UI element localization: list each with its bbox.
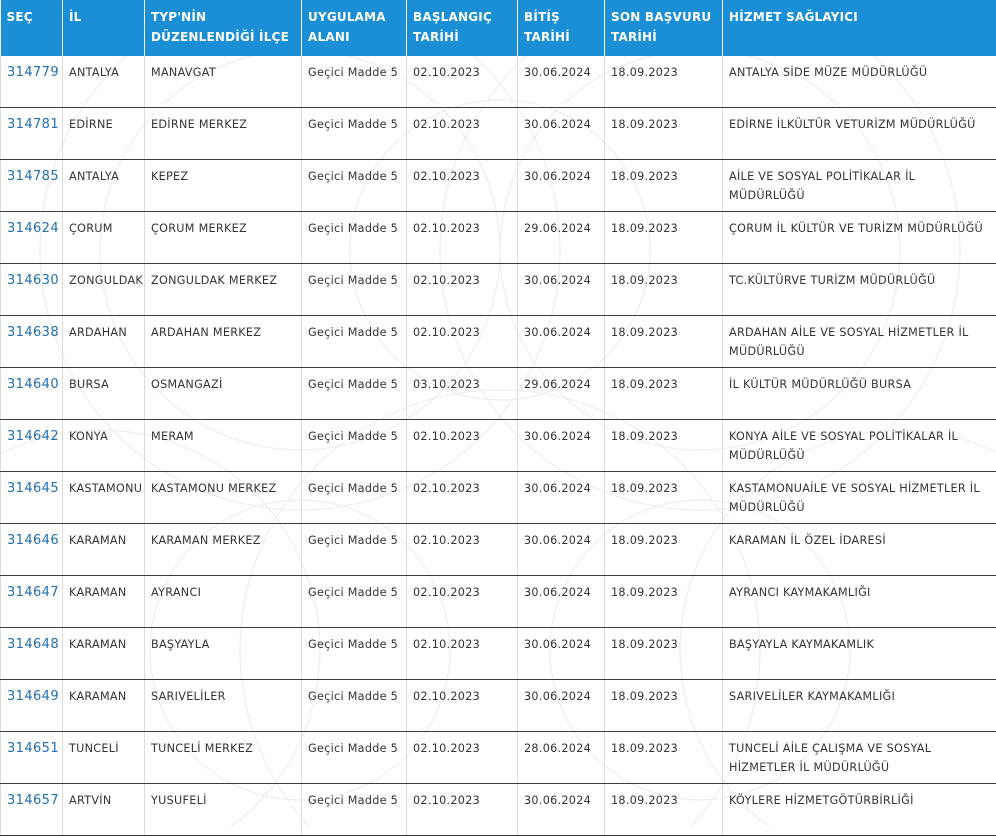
listing-id-link[interactable]: 314646 [7,533,59,548]
il-cell: EDİRNE [63,108,145,160]
il-cell: ARDAHAN [63,316,145,368]
header-label: UYGULAMA [308,10,386,24]
ilce-cell: ARDAHAN MERKEZ [145,316,302,368]
bitis-tarihi-cell: 28.06.2024 [518,732,605,784]
il-cell: KONYA [63,420,145,472]
il-cell: BURSA [63,368,145,420]
sec-cell [1,316,63,368]
uygulama-alani-cell: Geçici Madde 5 [302,212,407,264]
header-label: SON BAŞVURU [611,10,711,24]
ilce-cell: KARAMAN MERKEZ [145,524,302,576]
provider-line: BAŞYAYLA KAYMAKAMLIK [729,638,874,651]
sec-cell [1,732,63,784]
hizmet-saglayici-cell [723,264,996,316]
sec-cell [1,680,63,732]
sec-cell [1,56,63,108]
hizmet-saglayici-cell [723,160,996,212]
provider-line: TC.KÜLTÜRVE TURİZM MÜDÜRLÜĞÜ [729,274,935,287]
hizmet-saglayici-cell [723,680,996,732]
listing-id-link[interactable]: 314648 [7,637,59,652]
il-cell: KARAMAN [63,576,145,628]
il-cell: ANTALYA [63,56,145,108]
table-row [1,524,996,576]
provider-line: HİZMETLER İL MÜDÜRLÜĞÜ [729,761,889,774]
provider-line: AYRANCI KAYMAKAMLIĞI [729,586,871,599]
listing-id-link[interactable]: 314630 [7,273,59,288]
son-basvuru-tarihi-cell: 18.09.2023 [605,524,723,576]
header-col-sec [1,0,63,56]
bitis-tarihi-cell: 29.06.2024 [518,212,605,264]
provider-line: MÜDÜRLÜĞÜ [729,449,805,462]
son-basvuru-tarihi-cell: 18.09.2023 [605,420,723,472]
uygulama-alani-cell: Geçici Madde 5 [302,56,407,108]
son-basvuru-tarihi-cell: 18.09.2023 [605,472,723,524]
ilce-cell: ÇORUM MERKEZ [145,212,302,264]
ilce-cell: KEPEZ [145,160,302,212]
header-col-il [63,0,145,56]
table-row [1,212,996,264]
table-row [1,472,996,524]
uygulama-alani-cell: Geçici Madde 5 [302,420,407,472]
son-basvuru-tarihi-cell: 18.09.2023 [605,732,723,784]
baslangic-tarihi-cell: 02.10.2023 [407,56,518,108]
uygulama-alani-cell: Geçici Madde 5 [302,316,407,368]
baslangic-tarihi-cell: 02.10.2023 [407,316,518,368]
son-basvuru-tarihi-cell: 18.09.2023 [605,56,723,108]
bitis-tarihi-cell: 30.06.2024 [518,784,605,836]
listing-id-link[interactable]: 314640 [7,377,59,392]
ilce-cell: MERAM [145,420,302,472]
header-col-uygulama-alani [302,0,407,56]
bitis-tarihi-cell: 30.06.2024 [518,680,605,732]
header-col-hizmet-saglayici [723,0,996,56]
provider-line: ANTALYA SİDE MÜZE MÜDÜRLÜĞÜ [729,66,927,79]
ilce-cell: MANAVGAT [145,56,302,108]
header-col-baslangic-tarihi [407,0,518,56]
uygulama-alani-cell: Geçici Madde 5 [302,524,407,576]
son-basvuru-tarihi-cell: 18.09.2023 [605,264,723,316]
table-row [1,316,996,368]
uygulama-alani-cell: Geçici Madde 5 [302,368,407,420]
uygulama-alani-cell: Geçici Madde 5 [302,160,407,212]
header-col-ilce [145,0,302,56]
uygulama-alani-cell: Geçici Madde 5 [302,472,407,524]
il-cell: ARTVİN [63,784,145,836]
table-row [1,732,996,784]
sec-cell [1,108,63,160]
hizmet-saglayici-cell [723,56,996,108]
bitis-tarihi-cell: 30.06.2024 [518,108,605,160]
header-label: ALANI [308,30,350,44]
ilce-cell: ZONGULDAK MERKEZ [145,264,302,316]
il-cell: KARAMAN [63,524,145,576]
header-label: TARİHİ [413,30,459,44]
provider-line: ARDAHAN AİLE VE SOSYAL HİZMETLER İL [729,326,969,339]
hizmet-saglayici-cell [723,108,996,160]
table-body [1,56,996,836]
hizmet-saglayici-cell [723,524,996,576]
uygulama-alani-cell: Geçici Madde 5 [302,784,407,836]
table-row [1,108,996,160]
uygulama-alani-cell: Geçici Madde 5 [302,576,407,628]
baslangic-tarihi-cell: 02.10.2023 [407,108,518,160]
provider-line: KONYA AİLE VE SOSYAL POLİTİKALAR İL [729,430,958,443]
listing-id-link[interactable]: 314657 [7,793,59,808]
baslangic-tarihi-cell: 02.10.2023 [407,732,518,784]
provider-line: KARAMAN İL ÖZEL İDARESİ [729,534,886,547]
ilce-cell: OSMANGAZİ [145,368,302,420]
sec-cell [1,160,63,212]
bitis-tarihi-cell: 30.06.2024 [518,56,605,108]
baslangic-tarihi-cell: 02.10.2023 [407,472,518,524]
header-label: BİTİŞ [524,10,560,24]
table-row [1,160,996,212]
il-cell: KASTAMONU [63,472,145,524]
ilce-cell: EDİRNE MERKEZ [145,108,302,160]
son-basvuru-tarihi-cell: 18.09.2023 [605,160,723,212]
il-cell: KARAMAN [63,680,145,732]
sec-cell [1,472,63,524]
hizmet-saglayici-cell [723,472,996,524]
table-row [1,264,996,316]
hizmet-saglayici-cell [723,316,996,368]
header-col-bitis-tarihi [518,0,605,56]
header-label: HİZMET SAĞLAYICI [729,10,858,24]
provider-line: KÖYLERE HİZMETGÖTÜRBİRLİĞİ [729,794,914,807]
baslangic-tarihi-cell: 02.10.2023 [407,420,518,472]
uygulama-alani-cell: Geçici Madde 5 [302,680,407,732]
sec-cell [1,420,63,472]
uygulama-alani-cell: Geçici Madde 5 [302,628,407,680]
listing-id-link[interactable]: 314781 [7,117,59,132]
provider-line: MÜDÜRLÜĞÜ [729,345,805,358]
table-row [1,56,996,108]
hizmet-saglayici-cell [723,212,996,264]
table-row [1,680,996,732]
il-cell: ÇORUM [63,212,145,264]
ilce-cell: BAŞYAYLA [145,628,302,680]
son-basvuru-tarihi-cell: 18.09.2023 [605,628,723,680]
table-row [1,576,996,628]
ilce-cell: KASTAMONU MERKEZ [145,472,302,524]
baslangic-tarihi-cell: 02.10.2023 [407,160,518,212]
baslangic-tarihi-cell: 02.10.2023 [407,680,518,732]
listing-id-link[interactable]: 314779 [7,65,59,80]
ilce-cell: YUSUFELİ [145,784,302,836]
baslangic-tarihi-cell: 02.10.2023 [407,628,518,680]
uygulama-alani-cell: Geçici Madde 5 [302,732,407,784]
baslangic-tarihi-cell: 02.10.2023 [407,524,518,576]
son-basvuru-tarihi-cell: 18.09.2023 [605,316,723,368]
header-label: SEÇ [7,10,33,24]
provider-line: KASTAMONUAİLE VE SOSYAL HİZMETLER İL [729,482,980,495]
provider-line: ÇORUM İL KÜLTÜR VE TURİZM MÜDÜRLÜĞÜ [729,222,983,235]
table-row [1,420,996,472]
provider-line: İL KÜLTÜR MÜDÜRLÜĞÜ BURSA [729,378,911,391]
baslangic-tarihi-cell: 02.10.2023 [407,576,518,628]
son-basvuru-tarihi-cell: 18.09.2023 [605,576,723,628]
bitis-tarihi-cell: 30.06.2024 [518,160,605,212]
bitis-tarihi-cell: 30.06.2024 [518,420,605,472]
provider-line: AİLE VE SOSYAL POLİTİKALAR İL [729,170,915,183]
hizmet-saglayici-cell [723,576,996,628]
header-label: DÜZENLENDİĞİ İLÇE [151,30,289,44]
sec-cell [1,264,63,316]
il-cell: ZONGULDAK [63,264,145,316]
il-cell: KARAMAN [63,628,145,680]
listing-id-link[interactable]: 314649 [7,689,59,704]
il-cell: TUNCELİ [63,732,145,784]
hizmet-saglayici-cell [723,784,996,836]
sec-cell [1,628,63,680]
hizmet-saglayici-cell [723,732,996,784]
header-col-son-basvuru-tarihi [605,0,723,56]
table-row [1,628,996,680]
header-label: TYP'NİN [151,10,206,24]
baslangic-tarihi-cell: 02.10.2023 [407,784,518,836]
sec-cell [1,524,63,576]
son-basvuru-tarihi-cell: 18.09.2023 [605,784,723,836]
baslangic-tarihi-cell: 03.10.2023 [407,368,518,420]
listing-id-link[interactable]: 314624 [7,221,59,236]
bitis-tarihi-cell: 30.06.2024 [518,264,605,316]
bitis-tarihi-cell: 30.06.2024 [518,472,605,524]
hizmet-saglayici-cell [723,628,996,680]
ilce-cell: SARIVELİLER [145,680,302,732]
hizmet-saglayici-cell [723,368,996,420]
bitis-tarihi-cell: 30.06.2024 [518,524,605,576]
listing-id-link[interactable]: 314642 [7,429,59,444]
bitis-tarihi-cell: 29.06.2024 [518,368,605,420]
sec-cell [1,368,63,420]
listing-id-link[interactable]: 314647 [7,585,59,600]
baslangic-tarihi-cell: 02.10.2023 [407,264,518,316]
listing-id-link[interactable]: 314785 [7,169,59,184]
listing-id-link[interactable]: 314638 [7,325,59,340]
listing-id-link[interactable]: 314645 [7,481,59,496]
hizmet-saglayici-cell [723,420,996,472]
table-row [1,784,996,836]
provider-line: TUNCELİ AİLE ÇALIŞMA VE SOSYAL [729,742,931,755]
header-label: BAŞLANGIÇ [413,10,492,24]
son-basvuru-tarihi-cell: 18.09.2023 [605,108,723,160]
son-basvuru-tarihi-cell: 18.09.2023 [605,680,723,732]
sec-cell [1,784,63,836]
header-label: TARİHİ [524,30,570,44]
sec-cell [1,576,63,628]
table-row [1,368,996,420]
ilce-cell: AYRANCI [145,576,302,628]
provider-line: EDİRNE İLKÜLTÜR VETURİZM MÜDÜRLÜĞÜ [729,118,976,131]
son-basvuru-tarihi-cell: 18.09.2023 [605,368,723,420]
header-label: İL [69,10,82,24]
il-cell: ANTALYA [63,160,145,212]
baslangic-tarihi-cell: 02.10.2023 [407,212,518,264]
listing-id-link[interactable]: 314651 [7,741,59,756]
bitis-tarihi-cell: 30.06.2024 [518,576,605,628]
uygulama-alani-cell: Geçici Madde 5 [302,264,407,316]
provider-line: MÜDÜRLÜĞÜ [729,189,805,202]
bitis-tarihi-cell: 30.06.2024 [518,628,605,680]
header-label: TARİHİ [611,30,657,44]
uygulama-alani-cell: Geçici Madde 5 [302,108,407,160]
provider-line: MÜDÜRLÜĞÜ [729,501,805,514]
son-basvuru-tarihi-cell: 18.09.2023 [605,212,723,264]
bitis-tarihi-cell: 30.06.2024 [518,316,605,368]
table-header-row [1,0,996,56]
provider-line: SARIVELİLER KAYMAKAMLIĞI [729,690,895,703]
ilce-cell: TUNCELİ MERKEZ [145,732,302,784]
sec-cell [1,212,63,264]
